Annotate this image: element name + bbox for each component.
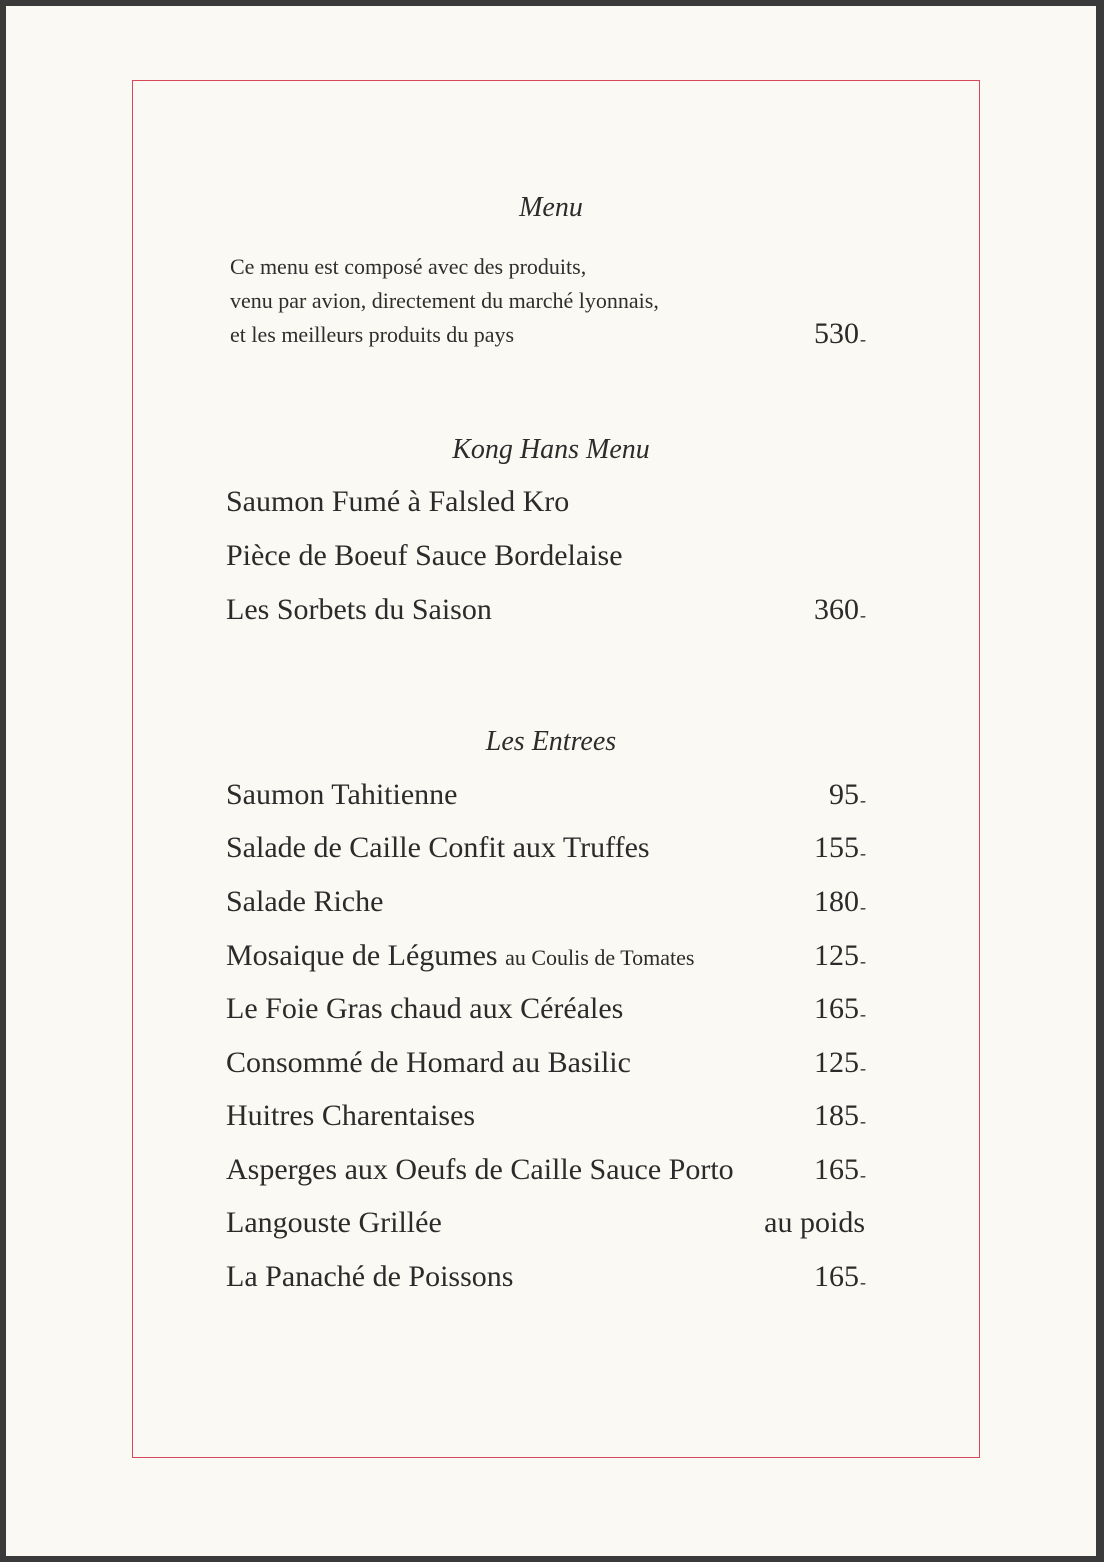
kong-hans-price: 360- — [814, 593, 866, 626]
entree-item — [226, 828, 866, 868]
kong-hans-heading: Kong Hans Menu — [452, 434, 650, 465]
entree-name: Mosaique de Légumes au Coulis de Tomates — [226, 939, 695, 972]
entree-item — [226, 1150, 866, 1190]
menu-intro-line-3: et les meilleurs produits du pays — [230, 322, 515, 347]
menu-price-row — [226, 314, 866, 354]
entree-name: Le Foie Gras chaud aux Céréales — [226, 992, 624, 1025]
entree-price: 155- — [814, 831, 866, 864]
entree-name: Saumon Tahitienne — [226, 778, 458, 811]
kong-hans-item — [226, 482, 866, 522]
kong-hans-item — [226, 590, 866, 630]
kong-hans-item-name: Pièce de Boeuf Sauce Bordelaise — [226, 539, 623, 572]
entree-item — [226, 775, 866, 815]
entree-price: 125- — [814, 1046, 866, 1079]
menu-price: 530- — [814, 317, 866, 350]
entree-item — [226, 1043, 866, 1083]
kong-hans-item-name: Les Sorbets du Saison — [226, 593, 492, 626]
entree-item — [226, 882, 866, 922]
entree-item — [226, 1257, 866, 1297]
entree-name: Huitres Charentaises — [226, 1099, 476, 1132]
entrees-heading: Les Entrees — [485, 726, 617, 757]
entree-name-note: au Coulis de Tomates — [505, 945, 695, 970]
entree-price: 95- — [829, 778, 866, 811]
entree-item — [226, 1096, 866, 1136]
kong-hans-item-name: Saumon Fumé à Falsled Kro — [226, 485, 570, 518]
entree-item — [226, 936, 866, 976]
entree-item — [226, 989, 866, 1029]
menu-heading: Menu — [519, 192, 583, 223]
entree-name: Consommé de Homard au Basilic — [226, 1046, 631, 1079]
kong-hans-item — [226, 536, 866, 576]
entree-price: 165- — [814, 992, 866, 1025]
menu-intro-line-2: venu par avion, directement du marché lyonnais, — [230, 288, 659, 313]
entree-name: Salade de Caille Confit aux Truffes — [226, 831, 650, 864]
entree-price: 165- — [814, 1260, 866, 1293]
menu-intro-line-1: Ce menu est composé avec des produits, — [230, 254, 587, 279]
entree-price: au poids — [764, 1206, 865, 1239]
entree-name: La Panaché de Poissons — [226, 1260, 514, 1293]
entree-item — [226, 1203, 866, 1243]
menu-page — [6, 6, 1096, 1556]
entree-price: 185- — [814, 1099, 866, 1132]
entree-name: Salade Riche — [226, 885, 384, 918]
entree-price: 125- — [814, 939, 866, 972]
entree-price: 180- — [814, 885, 866, 918]
entree-name: Langouste Grillée — [226, 1206, 442, 1239]
entree-name: Asperges aux Oeufs de Caille Sauce Porto — [226, 1153, 734, 1186]
entree-price: 165- — [814, 1153, 866, 1186]
